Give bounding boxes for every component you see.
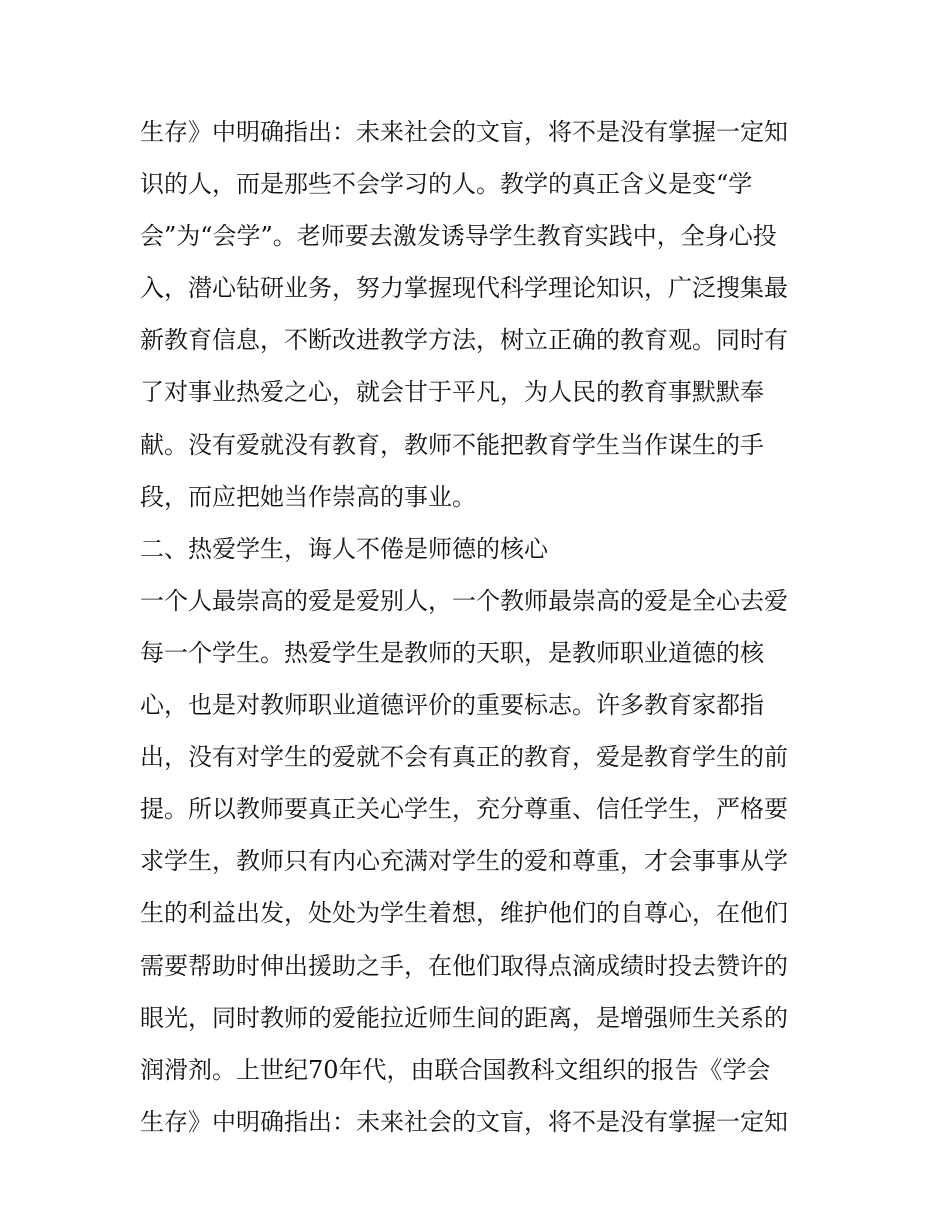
text-line: 生存》中明确指出：未来社会的文盲，将不是没有掌握一定知 [140,1107,788,1136]
section-heading: 二、热爱学生，诲人不倦是师德的核心 [140,534,548,563]
text-line: 入，潜心钻研业务，努力掌握现代科学理论知识，广泛搜集最 [140,274,788,303]
text-line: 献。没有爱就没有教育，教师不能把教育学生当作谋生的手 [140,430,764,459]
text-line: 会”为“会学”。老师要去激发诱导学生教育实践中，全身心投 [140,222,777,251]
text-line: 生存》中明确指出：未来社会的文盲，将不是没有掌握一定知 [140,118,788,146]
text-line: 新教育信息，不断改进教学方法，树立正确的教育观。同时有 [140,326,788,355]
text-line: 识的人，而是那些不会学习的人。教学的真正含义是变“学 [140,170,753,199]
text-line: 了对事业热爱之心，就会甘于平凡，为人民的教育事默默奉 [140,378,764,407]
text-line: 求学生，教师只有内心充满对学生的爱和尊重，才会事事从学 [140,847,788,876]
text-line: 需要帮助时伸出援助之手，在他们取得点滴成绩时投去赞许的 [140,951,788,980]
text-line: 每一个学生。热爱学生是教师的天职，是教师职业道德的核 [140,638,764,667]
text-line: 出，没有对学生的爱就不会有真正的教育，爱是教育学生的前 [140,743,788,772]
text-line: 心，也是对教师职业道德评价的重要标志。许多教育家都指 [140,691,764,720]
text-line: 生的利益出发，处处为学生着想，维护他们的自尊心，在他们 [140,899,788,928]
text-line: 提。所以教师要真正关心学生，充分尊重、信任学生，严格要 [140,795,788,824]
text-line: 润滑剂。上世纪70年代，由联合国教科文组织的报告《学会 [140,1055,771,1084]
text-line: 段，而应把她当作崇高的事业。 [140,482,476,511]
text-line: 一个人最崇高的爱是爱别人，一个教师最崇高的爱是全心去爱 [140,586,788,615]
text-line: 眼光，同时教师的爱能拉近师生间的距离，是增强师生关系的 [140,1003,788,1032]
body-text [140,106,820,1148]
